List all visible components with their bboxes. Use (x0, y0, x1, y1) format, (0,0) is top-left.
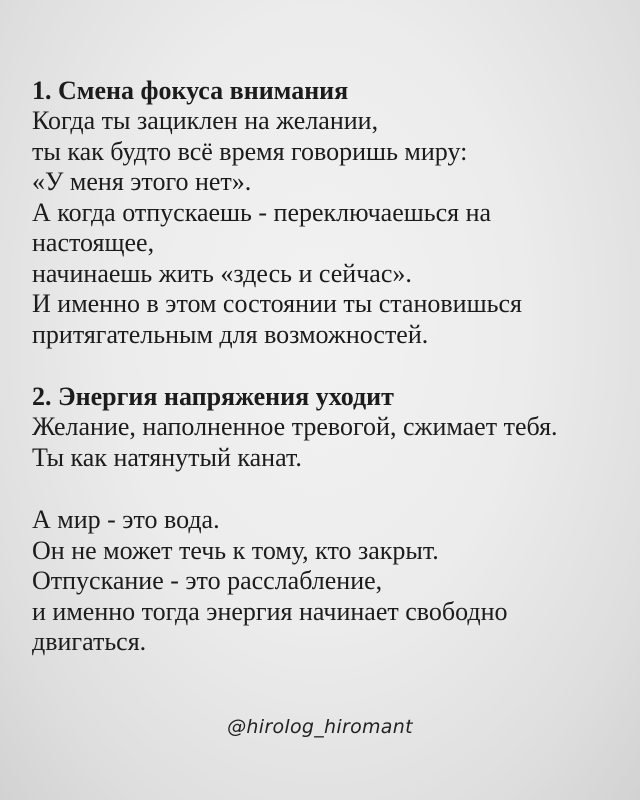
text-line: А мир - это вода. (32, 505, 220, 534)
text-line: И именно в этом состоянии ты становишься (32, 289, 522, 318)
text-line: Он не может течь к тому, кто закрыт. (32, 535, 439, 565)
text-line: Когда ты зациклен на желании, (32, 106, 379, 135)
text-line: ты как будто всё время говоришь миру: (32, 136, 468, 166)
section-gap (32, 350, 632, 382)
section-title: 2. Энергия напряжения уходит (32, 382, 394, 411)
document-body (32, 76, 632, 658)
text-line: А когда отпускаешь - переключаешься на (32, 197, 492, 227)
text-line: притягательным для возможностей. (32, 319, 429, 349)
text-line: «У меня этого нет». (32, 167, 252, 196)
section-title: 1. Смена фокуса внимания (32, 76, 349, 105)
text-line: Ты как натянутый канат. (32, 442, 302, 472)
paragraph-gap (32, 473, 632, 505)
text-line: Желание, наполненное тревогой, сжимает тебя. (32, 412, 558, 441)
text-line: двигаться. (32, 627, 147, 656)
text-line: Отпускание - это расслабление, (32, 566, 383, 595)
text-line: начинаешь жить «здесь и сейчас». (32, 258, 412, 288)
text-line: настоящее, (32, 228, 155, 257)
author-signature: @hirolog_hiromant (227, 716, 413, 738)
text-line: и именно тогда энергия начинает свободно (32, 596, 508, 626)
